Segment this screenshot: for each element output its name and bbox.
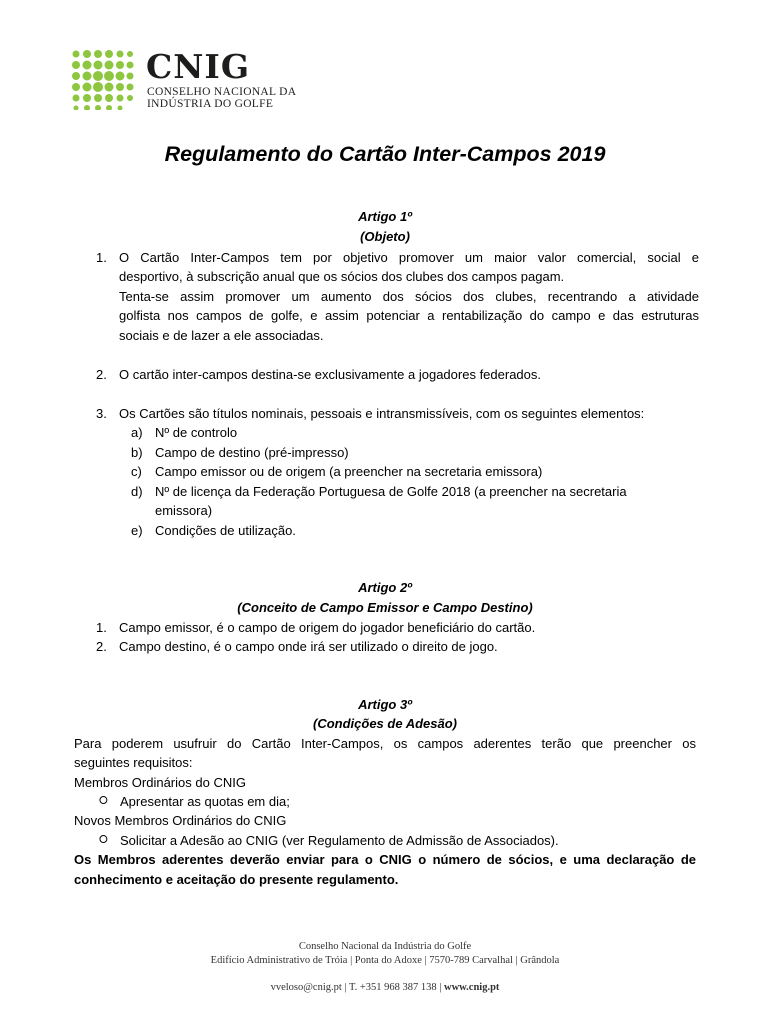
art1-item1-line3: Tenta-se assim promover um aumento dos sócios dos clubes, recentrando a atividade bbox=[119, 289, 699, 304]
art1-heading: Artigo 1º bbox=[358, 209, 412, 224]
logo-dots-icon bbox=[70, 48, 136, 110]
subitem-e-text: Condições de utilização. bbox=[155, 523, 296, 538]
art2-heading: Artigo 2º bbox=[358, 580, 412, 595]
subitem-b-label: b) bbox=[131, 445, 143, 460]
logo-subtitle-line2: INDÚSTRIA DO GOLFE bbox=[147, 98, 274, 110]
footer-contact bbox=[0, 981, 770, 995]
subitem-e-label: e) bbox=[131, 523, 143, 538]
bullet-icon: ⭘ bbox=[99, 795, 108, 807]
subitem-a-text: Nº de controlo bbox=[155, 425, 238, 440]
subitem-a-label: a) bbox=[131, 425, 143, 440]
footer-org: Conselho Nacional da Indústria do Golfe bbox=[298, 941, 472, 952]
art1-item1-line5: sociais e de lazer a ele associadas. bbox=[119, 328, 324, 343]
logo-subtitle-line1: CONSELHO NACIONAL DA bbox=[147, 86, 297, 98]
subitem-d-text: Nº de licença da Federação Portuguesa de Golfe 2018 (a preencher na secretaria bbox=[155, 484, 627, 499]
cnig-logo bbox=[70, 48, 310, 112]
art3-bullet2: Solicitar a Adesão ao CNIG (ver Regulamento de Admissão de Associados). bbox=[120, 833, 559, 848]
bullet-icon: ⭘ bbox=[99, 834, 108, 846]
art3-bold-line1: Os Membros aderentes deverão enviar para o CNIG o número de sócios, e uma declaração de bbox=[74, 852, 696, 867]
art1-item2-num: 2. bbox=[96, 367, 107, 382]
art2-subheading: (Conceito de Campo Emissor e Campo Destino) bbox=[237, 600, 533, 615]
page-title: Regulamento do Cartão Inter-Campos 2019 bbox=[164, 142, 606, 166]
art3-bold-line2: conhecimento e aceitação do presente regulamento. bbox=[74, 872, 399, 887]
art2-item1-text: Campo emissor, é o campo de origem do jogador beneficiário do cartão. bbox=[119, 620, 536, 635]
footer-email[interactable]: vveloso@cnig.pt bbox=[270, 982, 342, 993]
art3-group1: Membros Ordinários do CNIG bbox=[74, 775, 246, 790]
art3-intro-line1: Para poderem usufruir do Cartão Inter-Campos, os campos aderentes terão que preencher os bbox=[74, 736, 696, 751]
subitem-c-label: c) bbox=[131, 464, 142, 479]
art1-item2-text: O cartão inter-campos destina-se exclusivamente a jogadores federados. bbox=[119, 367, 541, 382]
footer-phone: | T. +351 968 387 138 | bbox=[341, 982, 444, 993]
art1-item1-line4: golfista nos campos de golfe, e assim potenciar a rentabilização do campo e das estruturas bbox=[119, 308, 699, 323]
art3-heading: Artigo 3º bbox=[358, 697, 412, 712]
logo-brand: CNIG bbox=[146, 47, 251, 86]
logo-subtitle bbox=[147, 86, 296, 110]
art1-subheading: (Objeto) bbox=[360, 229, 410, 244]
art1-item3-text: Os Cartões são títulos nominais, pessoais e intransmissíveis, com os seguintes elementos: bbox=[119, 406, 645, 421]
art1-item1-line2: desportivo, à subscrição anual que os sócios dos clubes dos campos pagam. bbox=[119, 269, 565, 284]
art3-group2: Novos Membros Ordinários do CNIG bbox=[74, 813, 287, 828]
art1-item1-line1: O Cartão Inter-Campos tem por objetivo promover um maior valor comercial, social e bbox=[119, 250, 699, 265]
art3-bullet1: Apresentar as quotas em dia; bbox=[120, 794, 290, 809]
art2-item1-num: 1. bbox=[96, 620, 107, 635]
art2-item2-num: 2. bbox=[96, 639, 107, 654]
subitem-d-cont: emissora) bbox=[155, 503, 213, 518]
art2-item2-text: Campo destino, é o campo onde irá ser utilizado o direito de jogo. bbox=[119, 639, 498, 654]
subitem-d-label: d) bbox=[131, 484, 143, 499]
art3-intro-line2: seguintes requisitos: bbox=[74, 755, 193, 770]
art1-item3-num: 3. bbox=[96, 406, 107, 421]
subitem-c-text: Campo emissor ou de origem (a preencher na secretaria emissora) bbox=[155, 464, 543, 479]
art1-item1-num: 1. bbox=[96, 250, 107, 265]
footer-address: Edifício Administrativo de Tróia | Ponta do Adoxe | 7570-789 Carvalhal | Grândola bbox=[210, 955, 560, 966]
art3-subheading: (Condições de Adesão) bbox=[313, 716, 457, 731]
footer-website[interactable]: www.cnig.pt bbox=[443, 982, 500, 993]
subitem-b-text: Campo de destino (pré-impresso) bbox=[155, 445, 349, 460]
